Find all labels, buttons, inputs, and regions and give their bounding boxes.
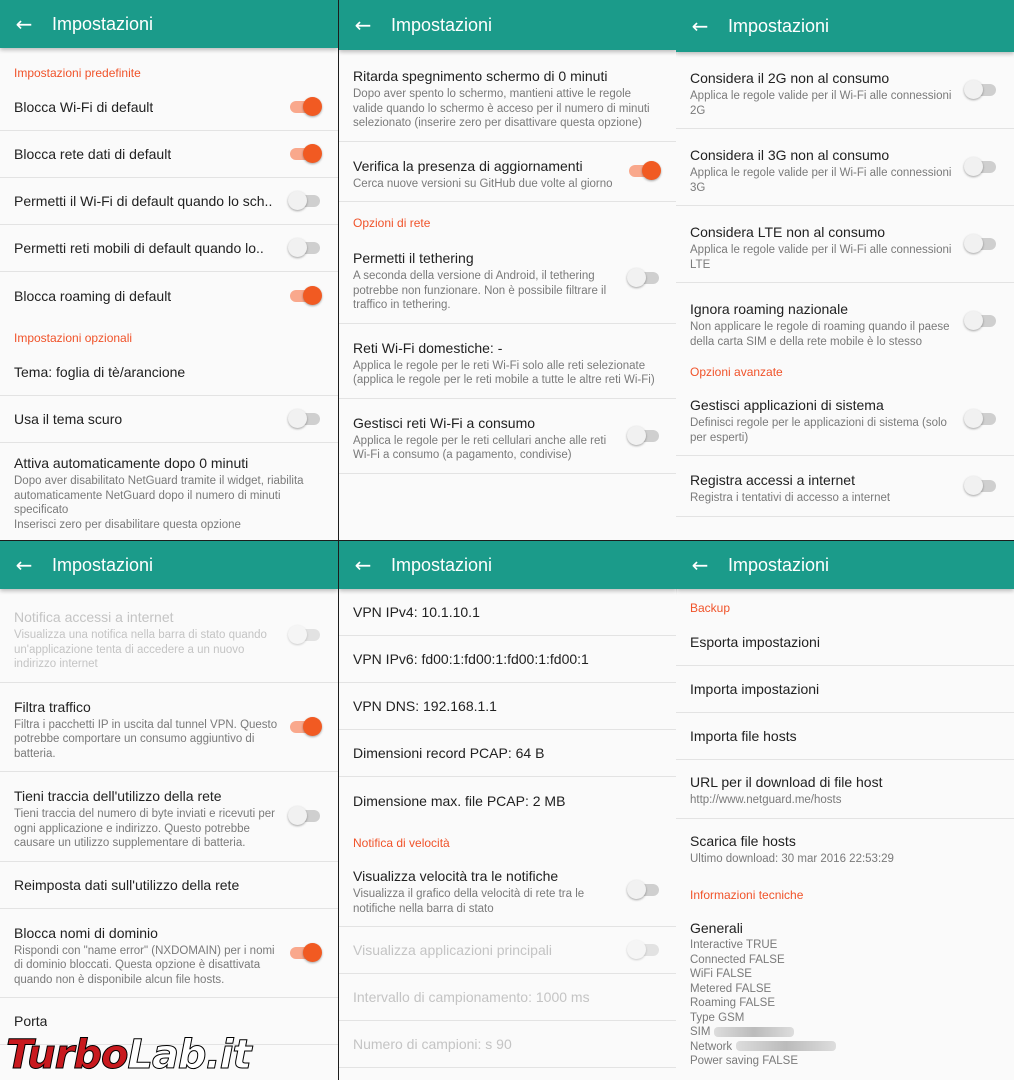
pref-title: URL per il download di file host bbox=[690, 774, 883, 790]
pref-allow-mobile-screen[interactable] bbox=[0, 225, 338, 272]
pref-system-apps[interactable] bbox=[676, 383, 1014, 456]
turbolab-watermark-logo bbox=[6, 1032, 251, 1078]
pref-download-hosts[interactable] bbox=[676, 819, 1014, 877]
pref-vpn-dns[interactable] bbox=[339, 683, 677, 730]
toolbar bbox=[0, 0, 338, 48]
pref-title: Considera il 2G non al consumo bbox=[690, 70, 890, 86]
pref-title: Reti Wi-Fi domestiche: - bbox=[353, 339, 503, 356]
pref-title: Intervallo di campionamento: 1000 ms bbox=[353, 989, 590, 1005]
pref-title: VPN IPv6: fd00:1:fd00:1:fd00:1:fd00:1 bbox=[353, 651, 589, 667]
back-arrow-icon[interactable]: ← bbox=[15, 12, 33, 36]
pref-title: Notifica accessi a internet bbox=[14, 609, 174, 625]
pref-dark-theme[interactable] bbox=[0, 396, 338, 443]
toggle-switch[interactable] bbox=[966, 161, 996, 173]
toolbar-title: Impostazioni bbox=[52, 13, 154, 34]
settings-panel-defaults bbox=[0, 0, 338, 540]
info-line-network bbox=[690, 1040, 1000, 1055]
settings-panel-network bbox=[339, 0, 677, 540]
pref-block-roaming[interactable] bbox=[0, 272, 338, 319]
pref-title: Considera il 3G non al consumo bbox=[690, 147, 890, 163]
info-label: Network bbox=[690, 1040, 733, 1053]
pref-title: Registra accessi a internet bbox=[690, 472, 855, 488]
pref-title: Usa il tema scuro bbox=[14, 411, 123, 427]
pref-title: Blocca Wi-Fi di default bbox=[14, 99, 154, 115]
pref-show-top-apps[interactable] bbox=[339, 927, 677, 974]
pref-export-settings[interactable] bbox=[676, 619, 1014, 666]
toolbar bbox=[339, 0, 677, 50]
toggle-switch[interactable] bbox=[629, 884, 659, 896]
pref-title: Blocca rete dati di default bbox=[14, 146, 172, 162]
settings-panel-vpn bbox=[339, 541, 677, 1080]
pref-title: VPN IPv4: 10.1.10.1 bbox=[353, 604, 480, 620]
category-speed-notification: Notifica di velocità bbox=[353, 836, 450, 850]
pref-summary: Rispondi con "name error" (NXDOMAIN) per i nomi di dominio bloccati. Questa opzione è disattivata quando non è disponibile alcun file hosts. bbox=[14, 944, 275, 986]
toolbar-title: Impostazioni bbox=[728, 554, 830, 575]
pref-3g-unmetered[interactable] bbox=[676, 129, 1014, 206]
category-backup: Backup bbox=[690, 601, 731, 615]
pref-import-hosts[interactable] bbox=[676, 713, 1014, 760]
info-line-sim bbox=[690, 1025, 1000, 1040]
pref-title: VPN DNS: 192.168.1.1 bbox=[353, 698, 497, 714]
pref-tethering[interactable] bbox=[339, 234, 677, 324]
toggle-switch[interactable] bbox=[966, 238, 996, 250]
pref-title: Gestisci reti Wi-Fi a consumo bbox=[353, 414, 536, 431]
category-default-settings: Impostazioni predefinite bbox=[14, 66, 141, 80]
toggle-switch[interactable] bbox=[290, 629, 320, 641]
toolbar-title: Impostazioni bbox=[52, 554, 154, 575]
pref-title: Gestisci applicazioni di sistema bbox=[690, 397, 884, 413]
pref-block-data[interactable] bbox=[0, 131, 338, 178]
info-line: Interactive TRUE bbox=[690, 939, 778, 951]
pref-title: Dimensioni record PCAP: 64 B bbox=[353, 745, 545, 761]
pref-title: Tema: foglia di tè/arancione bbox=[14, 364, 186, 380]
pref-home-wifi[interactable] bbox=[339, 324, 677, 399]
toggle-switch[interactable] bbox=[629, 165, 659, 177]
pref-summary: Dopo aver disabilitato NetGuard tramite il widget, riabilita automaticamente NetGuard dopo il numero di minuti specificato Inserisci zero per disabilitare questa opzione bbox=[14, 475, 304, 531]
toolbar-title: Impostazioni bbox=[728, 15, 830, 36]
pref-pcap-file[interactable] bbox=[339, 777, 677, 824]
pref-title: Blocca roaming di default bbox=[14, 287, 172, 304]
back-arrow-icon[interactable]: ← bbox=[354, 13, 372, 37]
pref-pcap-record[interactable] bbox=[339, 730, 677, 777]
pref-auto-enable[interactable] bbox=[0, 443, 338, 540]
pref-title: Numero di campioni: s 90 bbox=[353, 1036, 512, 1052]
pref-summary: Non applicare le regole di roaming quando il paese della carta SIM e della rete mobile è lo stesso bbox=[690, 321, 950, 348]
pref-notify-access[interactable] bbox=[0, 589, 338, 683]
pref-title: Ignora roaming nazionale bbox=[690, 301, 848, 317]
pref-title: Porta bbox=[14, 1013, 48, 1029]
category-optional-settings: Impostazioni opzionali bbox=[14, 331, 133, 345]
toggle-switch[interactable] bbox=[966, 315, 996, 327]
pref-title: Filtra traffico bbox=[14, 698, 91, 715]
info-line: Roaming FALSE bbox=[690, 997, 776, 1009]
pref-summary: Ultimo download: 30 mar 2016 22:53:29 bbox=[690, 852, 894, 865]
toggle-switch[interactable] bbox=[290, 148, 320, 160]
pref-summary: Visualizza il grafico della velocità di rete tra le notifiche nella barra di stato bbox=[353, 888, 585, 915]
toggle-switch[interactable] bbox=[629, 430, 659, 442]
toolbar bbox=[676, 541, 1014, 589]
pref-title: Permetti il Wi-Fi di default quando lo sch.. bbox=[14, 193, 273, 209]
pref-title: Esporta impostazioni bbox=[690, 634, 820, 650]
pref-summary: A seconda della versione di Android, il tethering potrebbe non funzionare. Non è possibile filtrare il traffico in tethering. bbox=[353, 270, 607, 311]
pref-track-usage[interactable] bbox=[0, 772, 338, 862]
redacted-blur bbox=[714, 1027, 794, 1037]
settings-panel-traffic bbox=[0, 541, 338, 1080]
pref-screen-delay[interactable] bbox=[339, 50, 677, 142]
toolbar-title: Impostazioni bbox=[391, 14, 493, 35]
toggle-switch[interactable] bbox=[290, 101, 320, 113]
pref-title: Importa impostazioni bbox=[690, 681, 820, 697]
pref-summary: Dopo aver spento lo schermo, mantieni attive le regole valide quando lo schermo è acceso per il numero di minuti selezionato (inserire zero per disattivare questa opzione) bbox=[353, 88, 650, 129]
pref-title: Attiva automaticamente dopo 0 minuti bbox=[14, 455, 249, 471]
pref-title: Importa file hosts bbox=[690, 728, 797, 744]
toggle-switch[interactable] bbox=[290, 947, 320, 959]
settings-panel-backup bbox=[676, 541, 1014, 1080]
watermark-part1: Turbo bbox=[6, 1032, 128, 1078]
back-arrow-icon[interactable]: ← bbox=[15, 553, 33, 577]
pref-national-roaming[interactable] bbox=[676, 283, 1014, 359]
pref-metered-wifi[interactable] bbox=[339, 399, 677, 474]
pref-summary: Registra i tentativi di accesso a internet bbox=[690, 492, 891, 504]
pref-summary: Visualizza una notifica nella barra di stato quando un'applicazione tenta di accedere a un nuovo indirizzo internet bbox=[14, 629, 267, 670]
info-line: Metered FALSE bbox=[690, 982, 772, 995]
settings-panel-advanced bbox=[676, 0, 1014, 540]
pref-summary: Cerca nuove versioni su GitHub due volte al giorno bbox=[353, 177, 613, 190]
pref-summary: Filtra i pacchetti IP in uscita dal tunnel VPN. Questo potrebbe comportare un consumo aggiuntivo di batteria. bbox=[14, 718, 278, 760]
info-title: Generali bbox=[690, 920, 743, 936]
toggle-switch[interactable] bbox=[290, 810, 320, 822]
pref-title: Dimensione max. file PCAP: 2 MB bbox=[353, 792, 566, 809]
toggle-switch[interactable] bbox=[629, 944, 659, 956]
toolbar-title: Impostazioni bbox=[391, 554, 493, 575]
toggle-switch[interactable] bbox=[290, 413, 320, 425]
pref-summary: http://www.netguard.me/hosts bbox=[690, 794, 842, 806]
toggle-switch[interactable] bbox=[290, 721, 320, 733]
pref-vpn-ipv6[interactable] bbox=[339, 636, 677, 683]
info-label: SIM bbox=[690, 1026, 711, 1038]
toggle-switch[interactable] bbox=[290, 290, 320, 302]
pref-hosts-url[interactable] bbox=[676, 760, 1014, 819]
pref-summary: Applica le regole valide per il Wi-Fi alle connessioni LTE bbox=[690, 244, 952, 271]
pref-summary: Applica le regole valide per il Wi-Fi alle connessioni 2G bbox=[690, 90, 952, 117]
toolbar bbox=[676, 0, 1014, 52]
info-line: WiFi FALSE bbox=[690, 968, 752, 980]
toggle-switch[interactable] bbox=[290, 242, 320, 254]
tech-info-general bbox=[676, 906, 1014, 1079]
category-network-options: Opzioni di rete bbox=[353, 216, 431, 230]
toolbar bbox=[0, 541, 338, 589]
pref-import-settings[interactable] bbox=[676, 666, 1014, 713]
back-arrow-icon[interactable]: ← bbox=[691, 14, 709, 38]
toolbar bbox=[339, 541, 677, 589]
pref-summary: Definisci regole per le applicazioni di sistema (solo per esperti) bbox=[690, 417, 947, 444]
pref-title: Permetti reti mobili di default quando lo.. bbox=[14, 240, 264, 256]
pref-title: Visualizza velocità tra le notifiche bbox=[353, 868, 559, 884]
pref-reset-usage[interactable] bbox=[0, 862, 338, 909]
pref-block-domains[interactable] bbox=[0, 909, 338, 999]
pref-sample-count[interactable] bbox=[339, 1021, 677, 1068]
pref-sample-interval[interactable] bbox=[339, 974, 677, 1021]
toggle-switch[interactable] bbox=[966, 84, 996, 96]
pref-title: Ritarda spegnimento schermo di 0 minuti bbox=[353, 68, 608, 84]
pref-filter-traffic[interactable] bbox=[0, 683, 338, 773]
toggle-switch[interactable] bbox=[290, 195, 320, 207]
toggle-switch[interactable] bbox=[966, 480, 996, 492]
pref-summary: Applica le regole valide per il Wi-Fi alle connessioni 3G bbox=[690, 167, 952, 194]
toggle-switch[interactable] bbox=[966, 413, 996, 425]
info-line: Type GSM bbox=[690, 1011, 745, 1024]
pref-title: Tieni traccia dell'utilizzo della rete bbox=[14, 788, 222, 804]
redacted-blur bbox=[736, 1041, 836, 1051]
category-advanced-options: Opzioni avanzate bbox=[690, 365, 783, 379]
pref-summary: Tieni traccia del numero di byte inviati e ricevuti per ogni applicazione e indirizzo. Questo potrebbe causare un utilizzo supplementare di batteria. bbox=[14, 808, 275, 849]
pref-block-wifi[interactable] bbox=[0, 84, 338, 131]
pref-title: Scarica file hosts bbox=[690, 832, 796, 849]
pref-title: Verifica la presenza di aggiornamenti bbox=[353, 157, 583, 174]
pref-2g-unmetered[interactable] bbox=[676, 52, 1014, 129]
info-line: Connected FALSE bbox=[690, 953, 785, 966]
pref-check-updates[interactable] bbox=[339, 142, 677, 203]
pref-title: Permetti il tethering bbox=[353, 250, 474, 266]
pref-allow-wifi-screen[interactable] bbox=[0, 178, 338, 225]
pref-theme[interactable] bbox=[0, 349, 338, 396]
pref-title: Visualizza applicazioni principali bbox=[353, 942, 552, 958]
pref-title: Blocca nomi di dominio bbox=[14, 924, 158, 941]
watermark-part2: Lab.it bbox=[127, 1032, 251, 1078]
info-line: Power saving FALSE bbox=[690, 1055, 799, 1067]
pref-summary: Applica le regole per le reti Wi-Fi solo alle reti selezionate (applica le regole per le reti mobile a tutte le altre reti Wi-Fi) bbox=[353, 359, 655, 386]
pref-title: Considera LTE non al consumo bbox=[690, 224, 886, 240]
toggle-switch[interactable] bbox=[629, 272, 659, 284]
back-arrow-icon[interactable]: ← bbox=[354, 553, 372, 577]
pref-summary: Applica le regole per le reti cellulari anche alle reti Wi-Fi a consumo (a pagamento, condivise) bbox=[353, 434, 607, 461]
back-arrow-icon[interactable]: ← bbox=[691, 553, 709, 577]
pref-show-speed[interactable] bbox=[339, 854, 677, 927]
pref-lte-unmetered[interactable] bbox=[676, 206, 1014, 283]
category-technical-info: Informazioni tecniche bbox=[690, 888, 804, 902]
pref-vpn-ipv4[interactable] bbox=[339, 589, 677, 636]
pref-log-access[interactable] bbox=[676, 456, 1014, 517]
pref-title: Reimposta dati sull'utilizzo della rete bbox=[14, 876, 240, 893]
